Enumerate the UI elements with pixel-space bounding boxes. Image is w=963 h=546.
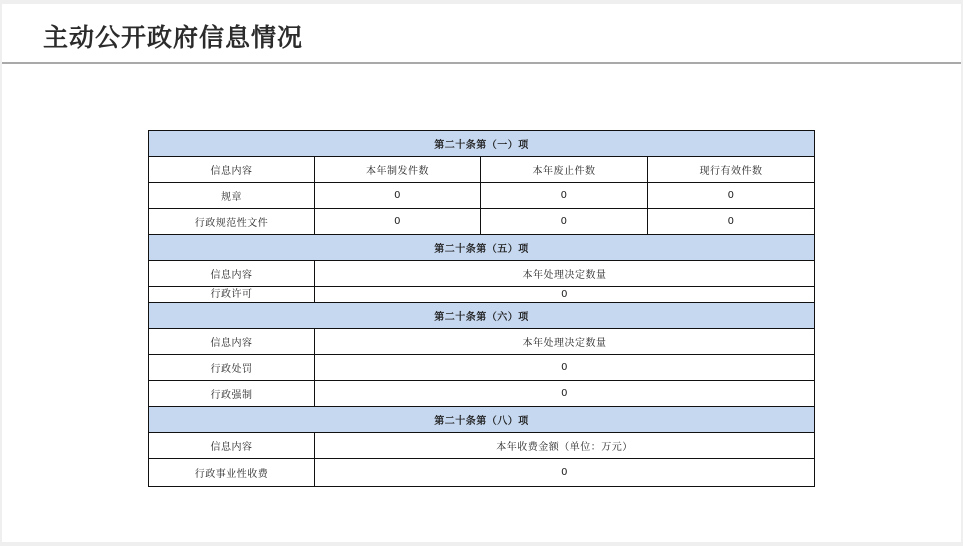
column-header-row [149,433,815,459]
page [2,4,961,542]
page-title: 主动公开政府信息情况 [43,23,304,52]
table-cell: 0 [481,209,648,235]
table-cell: 0 [315,287,815,303]
table-cell: 0 [315,183,481,209]
table-cell: 0 [315,381,815,407]
table-row [149,209,815,235]
column-header: 本年处理决定数量 [315,261,815,287]
column-header: 本年处理决定数量 [315,329,815,355]
row-label: 行政规范性文件 [149,209,315,235]
column-header: 本年收费金额（单位：万元） [315,433,815,459]
column-header-row [149,261,815,287]
section-header-row [149,303,815,329]
table-row [149,381,815,407]
column-header: 本年制发件数 [315,157,481,183]
section-title: 第二十条第（五）项 [149,235,815,261]
row-label: 行政许可 [149,287,315,303]
section-header-row [149,407,815,433]
table-row [149,287,815,303]
table-row [149,355,815,381]
column-header: 本年废止件数 [481,157,648,183]
table-cell: 0 [648,209,815,235]
section-header-row [149,235,815,261]
column-header: 信息内容 [149,433,315,459]
column-header: 现行有效件数 [648,157,815,183]
column-header: 信息内容 [149,261,315,287]
column-header-row [149,157,815,183]
disclosure-table [148,130,815,487]
row-label: 行政强制 [149,381,315,407]
table-cell: 0 [315,355,815,381]
column-header-row [149,329,815,355]
table-row [149,459,815,487]
section-title: 第二十条第（八）项 [149,407,815,433]
column-header: 信息内容 [149,157,315,183]
table-cell: 0 [315,209,481,235]
column-header: 信息内容 [149,329,315,355]
section-header-row [149,131,815,157]
page-header [2,4,961,64]
table-row [149,183,815,209]
table-cell: 0 [315,459,815,487]
section-title: 第二十条第（六）项 [149,303,815,329]
table-cell: 0 [481,183,648,209]
section-title: 第二十条第（一）项 [149,131,815,157]
row-label: 规章 [149,183,315,209]
row-label: 行政处罚 [149,355,315,381]
table-cell: 0 [648,183,815,209]
row-label: 行政事业性收费 [149,459,315,487]
